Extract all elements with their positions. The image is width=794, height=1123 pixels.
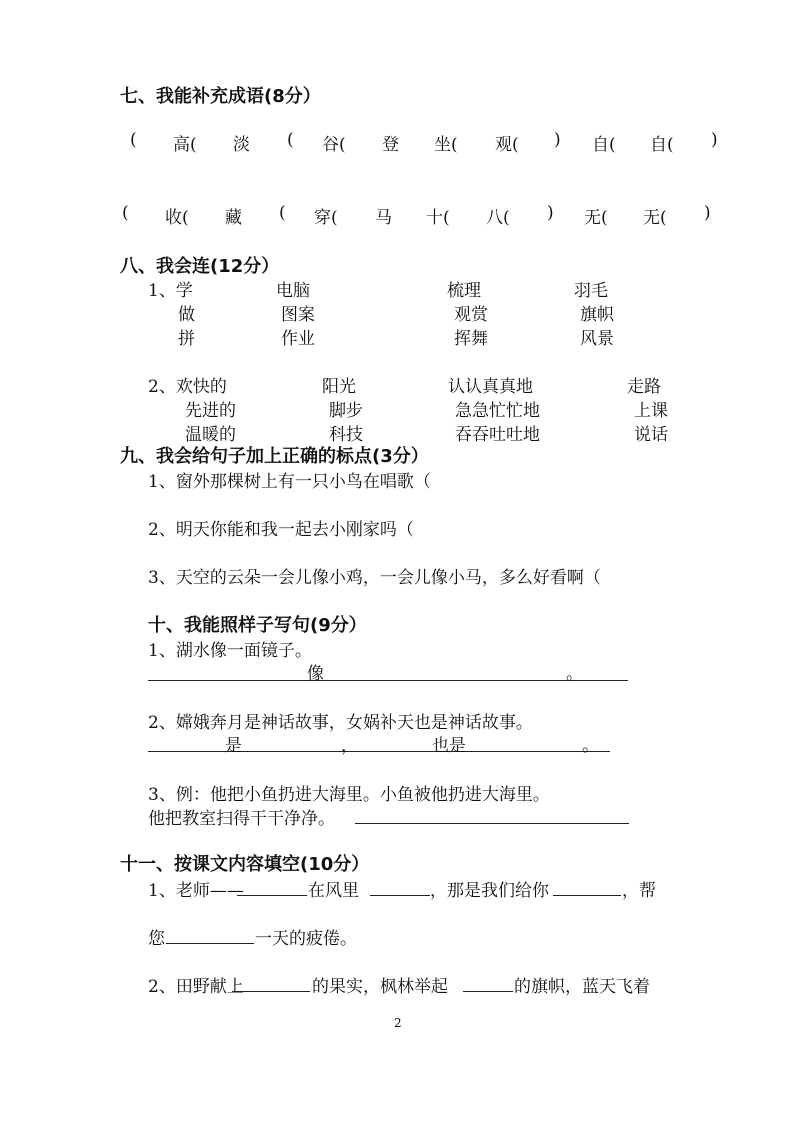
practice-sentence: 他把教室扫得干干净净。 xyxy=(148,809,335,829)
idiom-blank: ) xyxy=(704,203,711,223)
section-7-title: 七、我能补充成语(8分） xyxy=(120,86,321,107)
idiom-blank: 十( xyxy=(426,208,450,228)
match-item: 电脑 xyxy=(276,281,310,301)
idiom-blank: ( xyxy=(130,130,137,150)
example-sentence-3: 3、例：他把小鱼扔进大海里。小鱼被他扔进大海里。 xyxy=(148,785,550,805)
answer-punct: 。 xyxy=(582,736,599,756)
fill-text: 一天的疲倦。 xyxy=(255,929,357,949)
fill-text: 的果实，枫林举起 xyxy=(312,977,448,997)
match-item: 拼 xyxy=(178,329,195,349)
fill-blank-line xyxy=(370,895,430,896)
idiom-blank: 马 xyxy=(375,208,392,228)
match-item: 做 xyxy=(178,305,195,325)
fill-text: 1、老师—— xyxy=(148,881,244,901)
fill-blank-line xyxy=(463,991,513,992)
match-item: 梳理 xyxy=(447,281,481,301)
answer-word: 是 xyxy=(225,736,242,756)
match-item: 脚步 xyxy=(329,401,363,421)
match-item: 急急忙忙地 xyxy=(455,401,540,421)
match-item: 羽毛 xyxy=(574,281,608,301)
answer-line xyxy=(148,680,628,681)
match-item: 挥舞 xyxy=(454,329,488,349)
idiom-blank: ( xyxy=(122,203,129,223)
idiom-blank: ( xyxy=(287,130,294,150)
fill-blank-line xyxy=(232,991,310,992)
match-item: 图案 xyxy=(281,305,315,325)
answer-word: 像 xyxy=(307,664,324,684)
match-item: 说话 xyxy=(634,425,668,445)
idiom-blank: 淡 xyxy=(233,135,250,155)
idiom-blank: 谷( xyxy=(322,135,346,155)
fill-text: 您 xyxy=(148,929,165,949)
example-sentence-2: 2、嫦娥奔月是神话故事，女娲补天也是神话故事。 xyxy=(148,713,533,733)
match-item: 2、欢快的 xyxy=(148,377,227,397)
match-item: 旗帜 xyxy=(580,305,614,325)
match-item: 1、学 xyxy=(148,281,193,301)
punctuation-item-2: 2、明天你能和我一起去小刚家吗（ xyxy=(148,520,414,540)
match-item: 观赏 xyxy=(454,305,488,325)
idiom-blank: 高( xyxy=(173,135,197,155)
match-item: 风景 xyxy=(580,329,614,349)
idiom-blank: 穿( xyxy=(314,208,338,228)
idiom-blank: 观( xyxy=(495,135,519,155)
match-item: 科技 xyxy=(329,425,363,445)
example-sentence-1: 1、湖水像一面镜子。 xyxy=(148,641,312,661)
idiom-blank: ) xyxy=(711,130,718,150)
idiom-blank: 收( xyxy=(165,208,189,228)
fill-text: 的旗帜，蓝天飞着 xyxy=(514,977,650,997)
match-item: 上课 xyxy=(634,401,668,421)
idiom-blank: ) xyxy=(547,203,554,223)
idiom-blank: 无( xyxy=(643,208,667,228)
idiom-blank: 藏 xyxy=(225,208,242,228)
match-item: 作业 xyxy=(281,329,315,349)
fill-text: ，那是我们给你 xyxy=(430,881,549,901)
section-8-title: 八、我会连(12分） xyxy=(120,256,280,277)
fill-text: 2、田野献上 xyxy=(148,977,244,997)
page-number: 2 xyxy=(394,1016,402,1030)
match-item: 认认真真地 xyxy=(448,377,533,397)
idiom-blank: 坐( xyxy=(434,135,458,155)
match-item: 吞吞吐吐地 xyxy=(455,425,540,445)
fill-blank-line xyxy=(166,943,254,944)
answer-line xyxy=(355,823,629,824)
section-10-title: 十、我能照样子写句(9分） xyxy=(148,615,367,636)
idiom-blank: 无( xyxy=(584,208,608,228)
match-item: 走路 xyxy=(627,377,661,397)
section-9-title: 九、我会给句子加上正确的标点(3分） xyxy=(120,446,429,467)
fill-text: 在风里 xyxy=(308,881,359,901)
answer-line xyxy=(148,751,610,752)
fill-text: ，帮 xyxy=(622,881,656,901)
answer-word: 也是 xyxy=(432,736,466,756)
fill-blank-line xyxy=(237,895,307,896)
answer-punct: 。 xyxy=(566,664,583,684)
idiom-blank: 自( xyxy=(592,135,616,155)
answer-punct: ， xyxy=(341,736,358,756)
idiom-blank: 八( xyxy=(486,208,510,228)
punctuation-item-3: 3、天空的云朵一会儿像小鸡，一会儿像小马，多么好看啊（ xyxy=(148,568,601,588)
idiom-blank: 自( xyxy=(650,135,674,155)
section-11-title: 十一、按课文内容填空(10分） xyxy=(120,854,370,875)
match-item: 阳光 xyxy=(322,377,356,397)
punctuation-item-1: 1、窗外那棵树上有一只小鸟在唱歌（ xyxy=(148,472,431,492)
idiom-blank: ) xyxy=(554,130,561,150)
idiom-blank: ( xyxy=(279,203,286,223)
fill-blank-line xyxy=(553,895,621,896)
idiom-blank: 登 xyxy=(382,135,399,155)
match-item: 温暖的 xyxy=(185,425,236,445)
match-item: 先进的 xyxy=(185,401,236,421)
